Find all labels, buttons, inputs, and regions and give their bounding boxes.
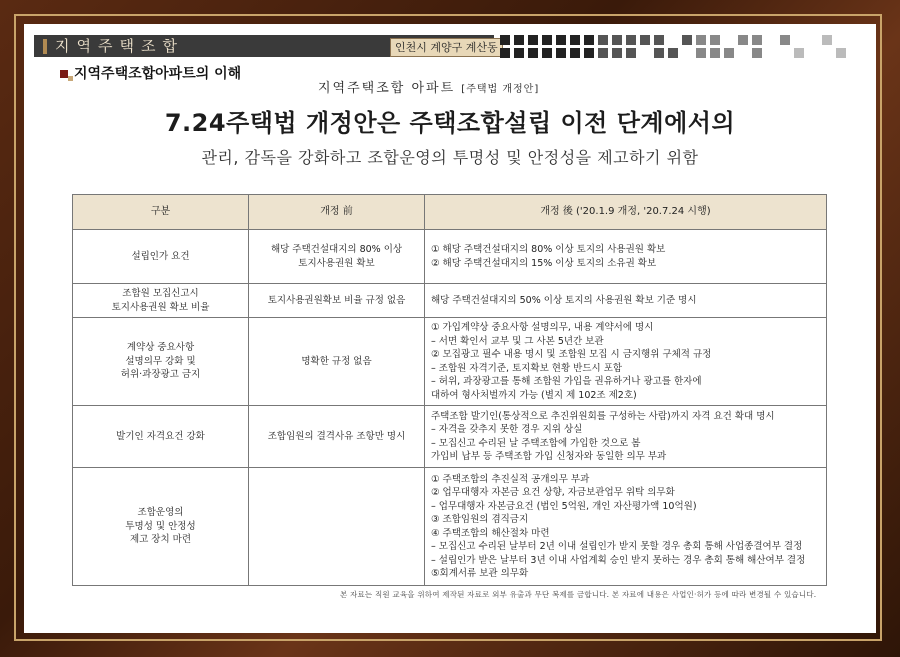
- pixel-block: [612, 35, 622, 45]
- cell-line: 계약상 중요사항: [126, 342, 195, 354]
- cell-line: ① 주택조합의 추진실적 공개의무 부과: [431, 473, 590, 485]
- category-cell: [73, 468, 249, 586]
- cell-line: 조합임원의 결격사유 조항만 명시: [267, 430, 406, 442]
- after-cell: [425, 318, 827, 406]
- table-row: [73, 468, 827, 586]
- page-title: 7.24주택법 개정안은 주택조합설립 이전 단계에서의: [164, 109, 736, 137]
- section-marker-icon: [60, 70, 68, 78]
- cell-line: 조합운영의: [137, 507, 184, 519]
- pixel-block: [500, 48, 510, 58]
- cell-line: – 허위, 과장광고를 통해 조합원 가입을 권유하거나 광고를 한자에: [431, 376, 702, 387]
- cell-line: 설명의무 강화 및: [125, 355, 196, 367]
- after-cell: [425, 468, 827, 586]
- cell-line: 가입비 납부 등 주택조합 가입 신청자와 동일한 의무 부과: [431, 451, 667, 462]
- pixel-block: [626, 35, 636, 45]
- section-marker-icon-small: [68, 76, 73, 81]
- pixel-block: [556, 48, 566, 58]
- section-label: 지역주택조합아파트의 이해: [74, 66, 242, 82]
- pixel-block: [752, 48, 762, 58]
- before-cell: [249, 284, 425, 318]
- cell-line: 제고 장치 마련: [129, 534, 192, 546]
- before-cell: [249, 318, 425, 406]
- pixel-block: [822, 35, 832, 45]
- cell-line: 발기인 자격요건 강화: [116, 430, 205, 442]
- category-cell: [73, 406, 249, 468]
- cell-line: ② 모집광고 필수 내용 명시 및 조합원 모집 시 금지행위 구체적 규정: [431, 349, 712, 360]
- pixel-block: [514, 48, 524, 58]
- pixel-block: [724, 48, 734, 58]
- cell-line: 토지사용권원 확보 비율: [111, 301, 210, 313]
- pixel-block: [626, 48, 636, 58]
- pixel-block: [640, 35, 650, 45]
- before-cell: [249, 468, 425, 586]
- pixel-block: [556, 35, 566, 45]
- pixel-block: [612, 48, 622, 58]
- category-cell: [73, 318, 249, 406]
- before-cell: [249, 406, 425, 468]
- pixel-block: [570, 35, 580, 45]
- pixel-block: [696, 35, 706, 45]
- table-header-row: [73, 195, 827, 230]
- column-header-before: 개정 前: [249, 195, 425, 230]
- cell-line: – 모집신고 수리된 날부터 2년 이내 설립인가 받지 못할 경우 총회 통해 사업종결여부 결정: [431, 541, 803, 552]
- subheading: [318, 80, 539, 99]
- pixel-block: [514, 35, 524, 45]
- cell-line: 허위·과장광고 금지: [120, 369, 201, 381]
- table-row: [73, 318, 827, 406]
- after-cell: [425, 284, 827, 318]
- table-row: [73, 230, 827, 284]
- cell-line: – 설립인가 받은 날부터 3년 이내 사업계획 승인 받지 못하는 경우 총회 통해 해산여부 결정: [431, 554, 806, 566]
- table-row: [73, 406, 827, 468]
- pixel-block: [528, 35, 538, 45]
- pixel-block: [668, 48, 678, 58]
- pixel-block: [710, 35, 720, 45]
- pixel-block: [542, 35, 552, 45]
- pixel-block: [752, 35, 762, 45]
- pixel-block: [710, 48, 720, 58]
- cell-line: ④ 주택조합의 해산절차 마련: [431, 527, 550, 539]
- cell-line: ① 해당 주택건설대지의 80% 이상 토지의 사용권원 확보: [431, 244, 666, 255]
- cell-line: 명확한 규정 없음: [301, 355, 372, 367]
- pixel-block: [598, 48, 608, 58]
- cell-line: ② 해당 주택건설대지의 15% 이상 토지의 소유권 확보: [431, 257, 657, 269]
- pixel-pattern-decoration: [500, 35, 850, 61]
- pixel-block: [598, 35, 608, 45]
- table-row: [73, 284, 827, 318]
- cell-line: 투명성 및 안정성: [125, 520, 196, 532]
- header-accent: [43, 39, 47, 54]
- pixel-block: [738, 35, 748, 45]
- cell-line: – 자격을 갖추지 못한 경우 지위 상실: [431, 424, 583, 435]
- pixel-block: [780, 35, 790, 45]
- category-cell: [73, 230, 249, 284]
- cell-line: ⑤회계서류 보관 의무화: [431, 568, 529, 579]
- cell-line: 조합원 모집신고시: [122, 288, 199, 299]
- category-cell: [73, 284, 249, 318]
- pixel-block: [682, 35, 692, 45]
- cell-line: 설립인가 요건: [131, 250, 190, 262]
- pixel-block: [794, 48, 804, 58]
- cell-line: ① 가입계약상 중요사항 설명의무, 내용 계약서에 명시: [431, 322, 654, 333]
- pixel-block: [654, 35, 664, 45]
- pixel-block: [570, 48, 580, 58]
- cell-line: 해당 주택건설대지의 80% 이상: [270, 244, 403, 255]
- pixel-block: [500, 35, 510, 45]
- after-cell: [425, 230, 827, 284]
- column-header-category: 구분: [73, 195, 249, 230]
- pixel-block: [584, 35, 594, 45]
- pixel-block: [836, 48, 846, 58]
- pixel-block: [542, 48, 552, 58]
- cell-line: 토지사용권원확보 비율 규정 없음: [267, 294, 406, 306]
- cell-line: – 업무대행자 자본금요건 (법인 5억원, 개인 자산평가액 10억원): [431, 500, 697, 512]
- pixel-block: [528, 48, 538, 58]
- subheading-main: 지역주택조합 아파트: [318, 81, 456, 96]
- cell-line: – 조합원 자격기준, 토지확보 현황 반드시 포함: [431, 362, 623, 374]
- page-subtitle: 관리, 감독을 강화하고 조합운영의 투명성 및 안정성을 제고하기 위함: [201, 148, 699, 167]
- before-cell: [249, 230, 425, 284]
- cell-line: 대하여 형사처벌까지 가능 (별지 제 102조 제2호): [431, 389, 637, 401]
- amendment-table: [72, 194, 827, 586]
- subheading-bracket: [주택법 개정안]: [461, 84, 540, 95]
- cell-line: – 모집신고 수리된 날 주택조합에 가입한 것으로 봄: [431, 437, 641, 449]
- column-header-after: 개정 後 ('20.1.9 개정, '20.7.24 시행): [425, 195, 827, 230]
- cell-line: 주택조합 발기인(통상적으로 추진위원회를 구성하는 사람)까지 자격 요건 확대 명시: [431, 410, 775, 422]
- pixel-block: [654, 48, 664, 58]
- header-title: 지역주택조합: [55, 37, 184, 55]
- cell-line: 해당 주택건설대지의 50% 이상 토지의 사용권원 확보 기준 명시: [431, 294, 697, 306]
- footnote: 본 자료는 직원 교육을 위하여 제작된 자료로 외부 유출과 무단 복제를 금합니다. 본 자료에 내용은 사업인·허가 등에 따라 변경될 수 있습니다.: [340, 590, 817, 599]
- after-cell: [425, 406, 827, 468]
- location-badge: 인천시 계양구 계산동: [390, 38, 503, 57]
- cell-line: ② 업무대행자 자본금 요건 상향, 자금보관업무 위탁 의무화: [431, 487, 675, 498]
- cell-line: 토지사용권원 확보: [298, 257, 375, 269]
- cell-line: – 서면 확인서 교부 및 그 사본 5년간 보관: [431, 335, 604, 347]
- cell-line: ③ 조합임원의 겸직금지: [431, 514, 529, 525]
- pixel-block: [584, 48, 594, 58]
- pixel-block: [696, 48, 706, 58]
